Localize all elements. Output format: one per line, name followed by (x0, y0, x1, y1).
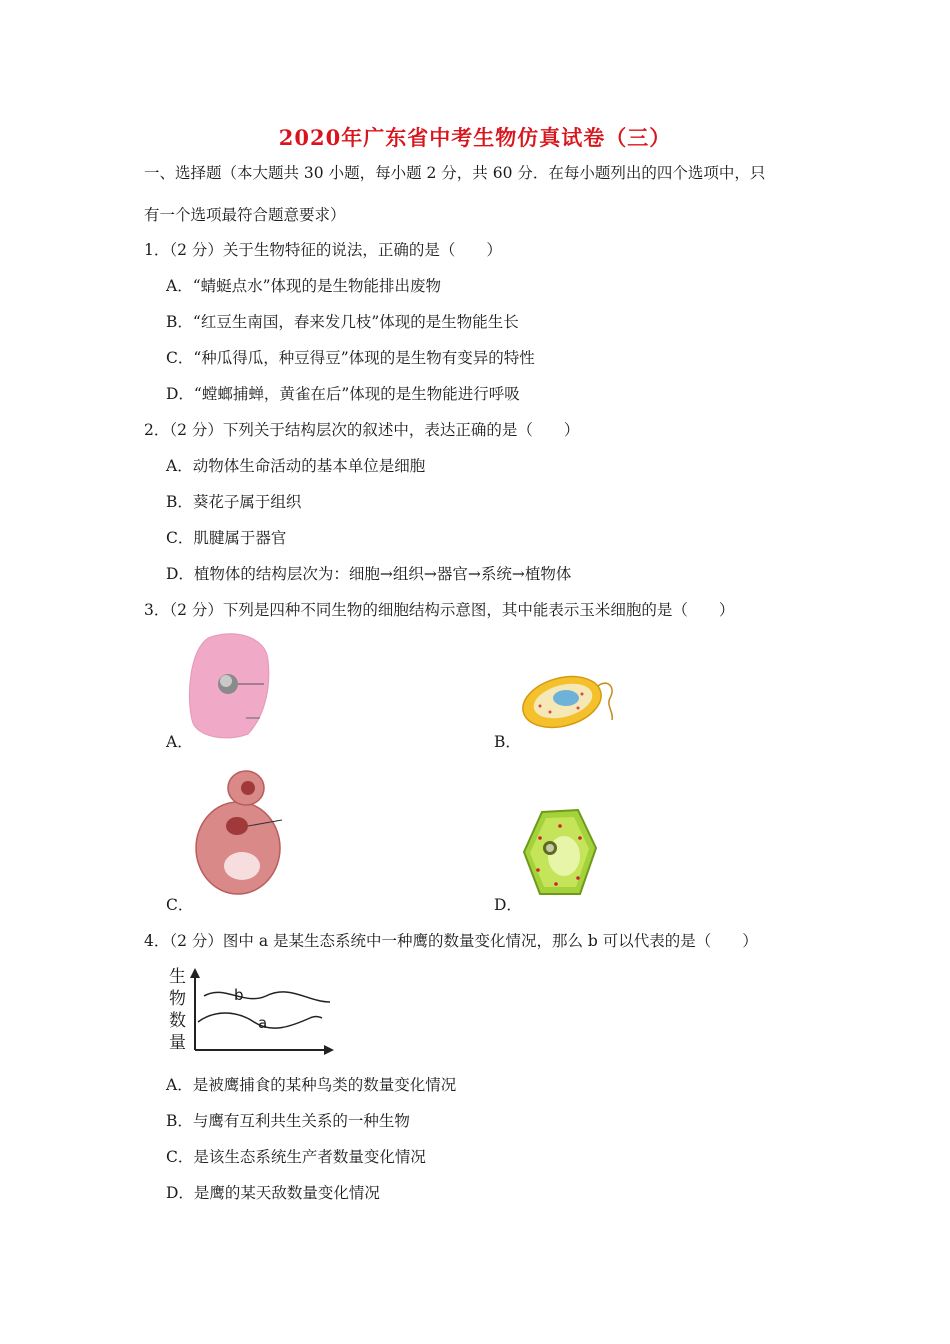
graph-ylabel-char-4: 量 (169, 1033, 186, 1053)
yeast-cell-figure (192, 766, 287, 898)
bacterium-figure (520, 668, 620, 740)
figure-label-d: D． (494, 896, 522, 914)
question-2-option-a: A．动物体生命活动的基本单位是细胞 (166, 457, 426, 475)
question-2-stem: 2．（2 分）下列关于结构层次的叙述中，表达正确的是（ ） (144, 421, 580, 439)
question-4-option-a: A．是被鹰捕食的某种鸟类的数量变化情况 (166, 1076, 457, 1094)
question-2-option-d: D．植物体的结构层次为：细胞→组织→器官→系统→植物体 (166, 565, 572, 583)
section-heading-line2: 有一个选项最符合题意要求） (144, 206, 346, 224)
graph-ylabel-char-3: 数 (169, 1011, 186, 1031)
question-2-option-c: C．肌腱属于器官 (166, 529, 287, 547)
question-1-option-d: D．“螳螂捕蝉，黄雀在后”体现的是生物能进行呼吸 (166, 385, 520, 403)
question-4-option-d: D．是鹰的某天敌数量变化情况 (166, 1184, 380, 1202)
question-4-stem: 4．（2 分）图中 a 是某生态系统中一种鹰的数量变化情况，那么 b 可以代表的是（ ） (144, 932, 758, 950)
question-1-option-b: B．“红豆生南国，春来发几枝”体现的是生物能生长 (166, 313, 519, 331)
curve-b-label: b (234, 986, 244, 1004)
question-1-option-a: A．“蜻蜓点水”体现的是生物能排出废物 (166, 277, 442, 295)
curve-a-label: a (258, 1014, 268, 1032)
population-graph (162, 966, 342, 1058)
animal-cell-figure (188, 630, 270, 740)
plant-cell-figure (520, 808, 600, 898)
question-1-stem: 1．（2 分）关于生物特征的说法，正确的是（ ） (144, 241, 502, 259)
figure-label-b: B． (494, 733, 521, 751)
figure-label-a: A． (166, 733, 193, 751)
graph-ylabel-char-2: 物 (169, 989, 186, 1009)
section-heading-line1: 一、选择题（本大题共 30 小题，每小题 2 分，共 60 分．在每小题列出的四个选项中，只 (144, 164, 766, 182)
figure-label-c: C． (166, 896, 194, 914)
page-title: 2020年广东省中考生物仿真试卷（三） (278, 125, 672, 150)
question-4-option-c: C．是该生态系统生产者数量变化情况 (166, 1148, 426, 1166)
graph-ylabel-char-1: 生 (169, 967, 186, 987)
question-4-option-b: B．与鹰有互利共生关系的一种生物 (166, 1112, 410, 1130)
question-3-stem: 3．（2 分）下列是四种不同生物的细胞结构示意图，其中能表示玉米细胞的是（ ） (144, 601, 735, 619)
question-2-option-b: B．葵花子属于组织 (166, 493, 302, 511)
question-1-option-c: C．“种瓜得瓜，种豆得豆”体现的是生物有变异的特性 (166, 349, 535, 367)
